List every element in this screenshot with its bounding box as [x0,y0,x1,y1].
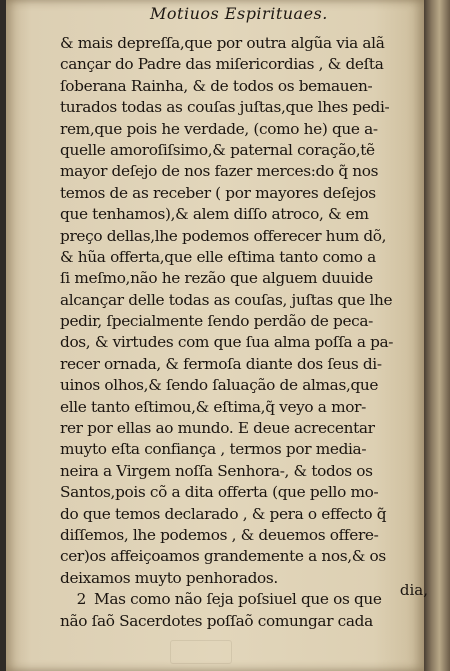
text-line: quelle amoroſiſsimo,& paternal coração,tẽ [60,140,375,159]
text-line: temos de as receber ( por mayores deſejos [60,183,376,202]
text-line: mayor deſejo de nos fazer merces:do q̃ nos [60,162,379,181]
facing-page-edge [424,0,450,671]
text-line: elle tanto eſtimou,& eſtima,q̃ veyo a mor- [60,397,366,416]
text-line: cer)os affeiçoamos grandemente a nos,& os [60,547,386,566]
text-line: Santos,pois cõ a dita offerta (que pello mo- [60,483,379,502]
text-line: alcançar delle todas as couſas, juſtas que lhe [60,290,393,309]
catchword: dia, [399,581,428,599]
paragraph-number: 2 [76,590,86,609]
text-line: Mas como não ſeja poſsiuel que os que [94,590,382,609]
text-line: rer por ellas ao mundo. E deue acrecentar [60,419,375,438]
text-line: ſoberana Rainha, & de todos os bemauen- [60,76,373,95]
text-line: ſi meſmo,não he rezão que alguem duuide [60,269,373,288]
text-line: que tenhamos),& alem diſſo atroco, & em [60,205,369,224]
text-line: não ſaõ Sacerdotes poſſaõ comungar cada [60,611,373,630]
text-line: muyto eſta confiança , termos por media- [60,440,367,459]
text-line: rem,que pois he verdade, (como he) que a- [60,119,378,138]
text-line: diſſemos, lhe podemos , & deuemos offere- [60,525,379,544]
text-line: turados todas as couſas juſtas,que lhes pedi- [60,98,390,117]
text-line: neira a Virgem noſſa Senhora-, & todos os [60,461,373,480]
text-line: recer ornada, & fermoſa diante dos ſeus di- [60,354,382,373]
text-line: preço dellas,lhe podemos offerecer hum dõ, [60,226,387,245]
running-header: Motiuos Espirituaes. [150,4,328,23]
text-line: do que temos declarado , & pera o effecto q̃ [60,504,387,523]
text-line: uinos olhos,& ſendo ſaluação de almas,que [60,376,379,395]
text-line: cançar do Padre das miſericordias , & deſta [60,55,384,74]
text-line: dos, & virtudes com que ſua alma poſſa a pa- [60,333,394,352]
paragraph-first-line [60,589,416,610]
library-stamp [170,640,232,664]
text-line: & mais depreſſa,que por outra algũa via alã [60,34,385,52]
text-line: & hũa offerta,que elle eſtima tanto como a [60,247,376,266]
text-line: pedir, ſpecialmente ſendo perdão de peca- [60,312,373,331]
text-line: deixamos muyto penhorados. [60,568,278,587]
page-text [60,33,416,632]
